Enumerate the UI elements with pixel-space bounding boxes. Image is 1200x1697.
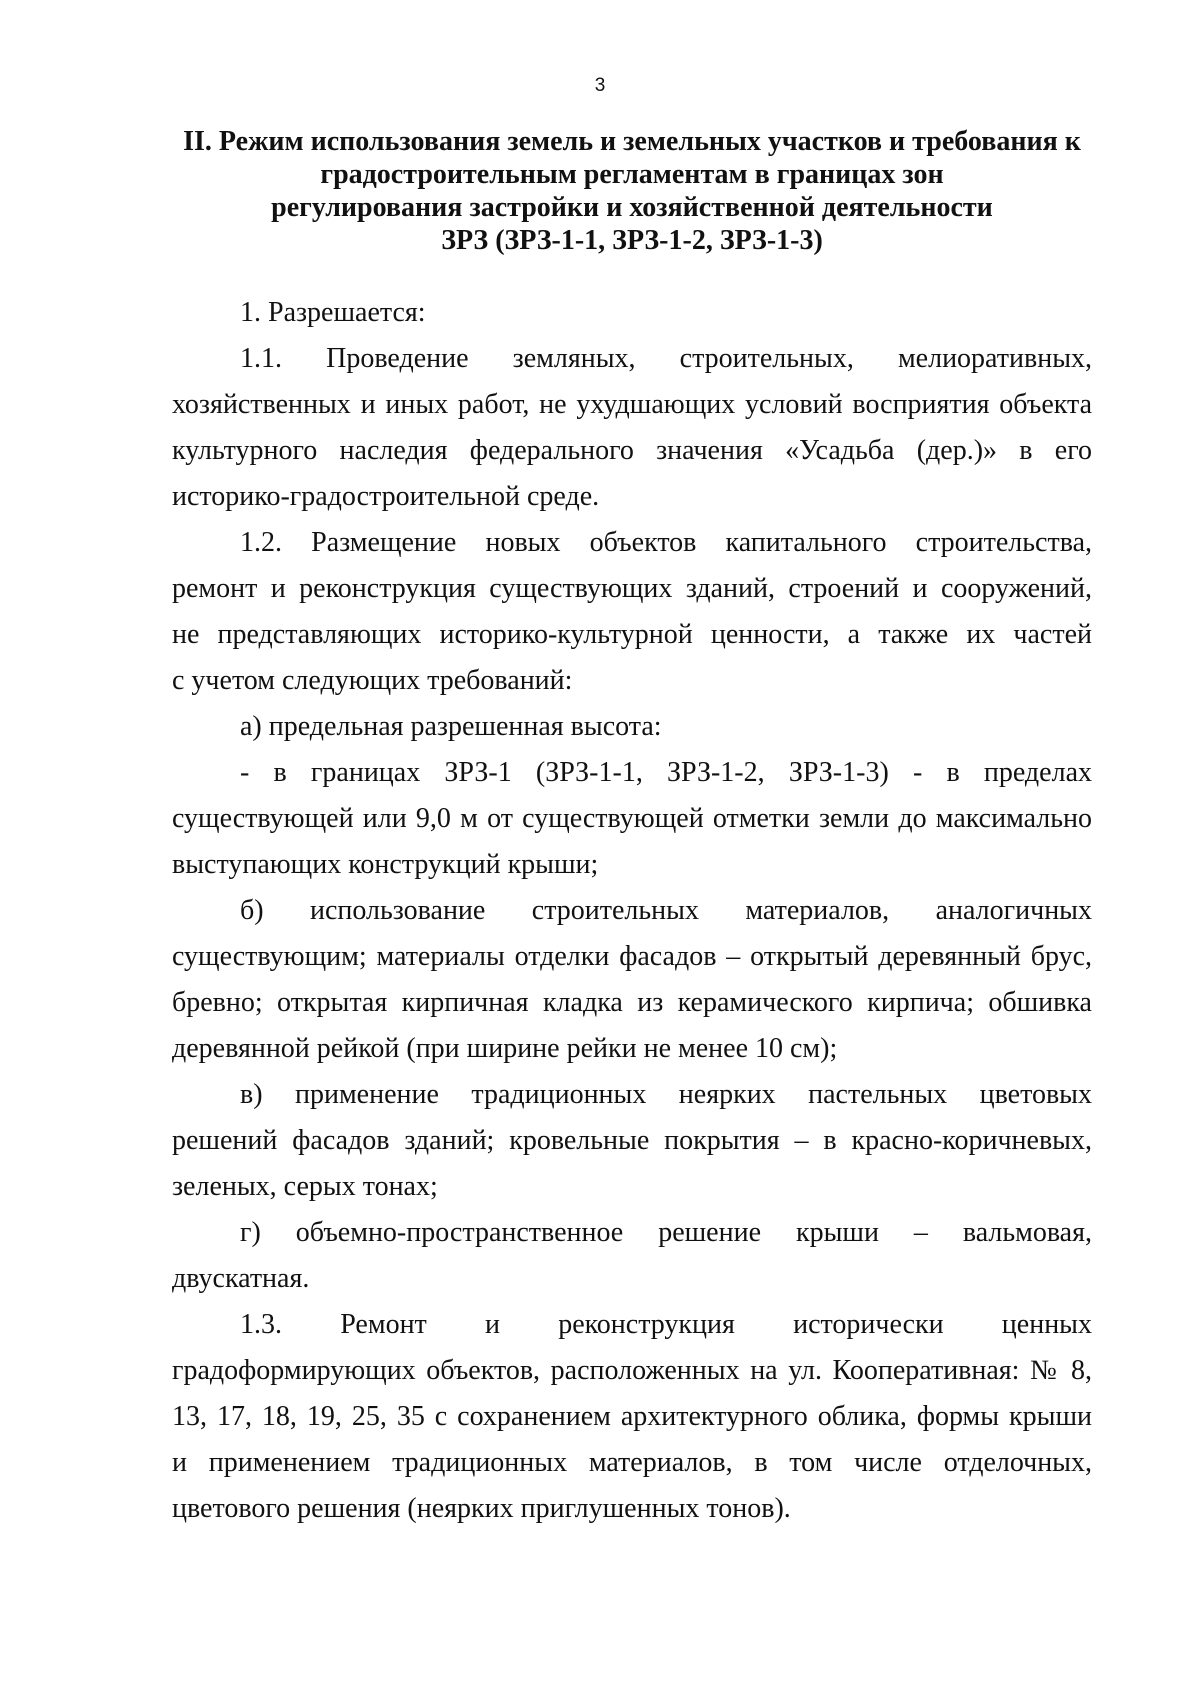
text-line: деревянной рейкой (при ширине рейки не менее 10 см); — [172, 1033, 838, 1064]
text-line: ремонт и реконструкция существующих зданий, строений и сооружений, — [172, 573, 1092, 604]
text-line: зеленых, серых тонах; — [172, 1171, 438, 1202]
text-line: существующей или 9,0 м от существующей отметки земли до максимально — [172, 803, 1092, 834]
text-line: бревно; открытая кирпичная кладка из керамического кирпича; обшивка — [172, 987, 1092, 1018]
text-line: не представляющих историко-культурной ценности, а также их частей — [172, 619, 1092, 650]
paragraph-g — [172, 1210, 1092, 1302]
paragraph-b — [172, 888, 1092, 1072]
heading-line: градостроительным регламентам в границах зон — [320, 159, 944, 190]
paragraph-1-2 — [172, 520, 1092, 704]
section-heading — [172, 125, 1092, 257]
text-line: хозяйственных и иных работ, не ухудшающих условий восприятия объекта — [172, 389, 1092, 420]
paragraph-1-3 — [172, 1302, 1092, 1532]
heading-line: ЗРЗ (ЗРЗ-1-1, ЗРЗ-1-2, ЗРЗ-1-3) — [441, 225, 823, 256]
text-line: 1.3. Ремонт и реконструкция исторически ценных — [240, 1309, 1092, 1340]
text-line: б) использование строительных материалов, аналогичных — [240, 895, 1092, 926]
text-line: градоформирующих объектов, расположенных на ул. Кооперативная: № 8, — [172, 1355, 1092, 1386]
paragraph-1-1 — [172, 336, 1092, 520]
text-line: 1.1. Проведение земляных, строительных, мелиоративных, — [240, 343, 1092, 374]
text-line: 1.2. Размещение новых объектов капитального строительства, — [240, 527, 1092, 558]
text-line: 13, 17, 18, 19, 25, 35 с сохранением архитектурного облика, формы крыши — [172, 1401, 1092, 1432]
text-line: в) применение традиционных неярких пастельных цветовых — [240, 1079, 1092, 1110]
text-line: 1. Разрешается: — [240, 297, 426, 328]
paragraph-a — [172, 704, 1092, 750]
paragraph-v — [172, 1072, 1092, 1210]
text-line: с учетом следующих требований: — [172, 665, 573, 696]
paragraph-permitted — [172, 290, 1092, 336]
paragraph-height-limit — [172, 750, 1092, 888]
text-line: цветового решения (неярких приглушенных тонов). — [172, 1493, 791, 1524]
text-line: а) предельная разрешенная высота: — [240, 711, 662, 742]
text-line: историко-градостроительной среде. — [172, 481, 600, 512]
text-line: - в границах ЗРЗ-1 (ЗРЗ-1-1, ЗРЗ-1-2, ЗРЗ-1-3) - в пределах — [240, 757, 1092, 788]
text-line: решений фасадов зданий; кровельные покрытия – в красно-коричневых, — [172, 1125, 1092, 1156]
text-line: г) объемно-пространственное решение крыши – вальмовая, — [240, 1217, 1092, 1248]
document-body — [172, 290, 1092, 1532]
page-number: 3 — [594, 75, 606, 96]
heading-line: регулирования застройки и хозяйственной деятельности — [271, 192, 993, 223]
text-line: выступающих конструкций крыши; — [172, 849, 599, 880]
text-line: культурного наследия федерального значения «Усадьба (дер.)» в его — [172, 435, 1092, 466]
text-line: и применением традиционных материалов, в том числе отделочных, — [172, 1447, 1092, 1478]
heading-line: II. Режим использования земель и земельных участков и требования к — [183, 126, 1081, 157]
text-line: существующим; материалы отделки фасадов – открытый деревянный брус, — [172, 941, 1092, 972]
text-line: двускатная. — [172, 1263, 310, 1294]
